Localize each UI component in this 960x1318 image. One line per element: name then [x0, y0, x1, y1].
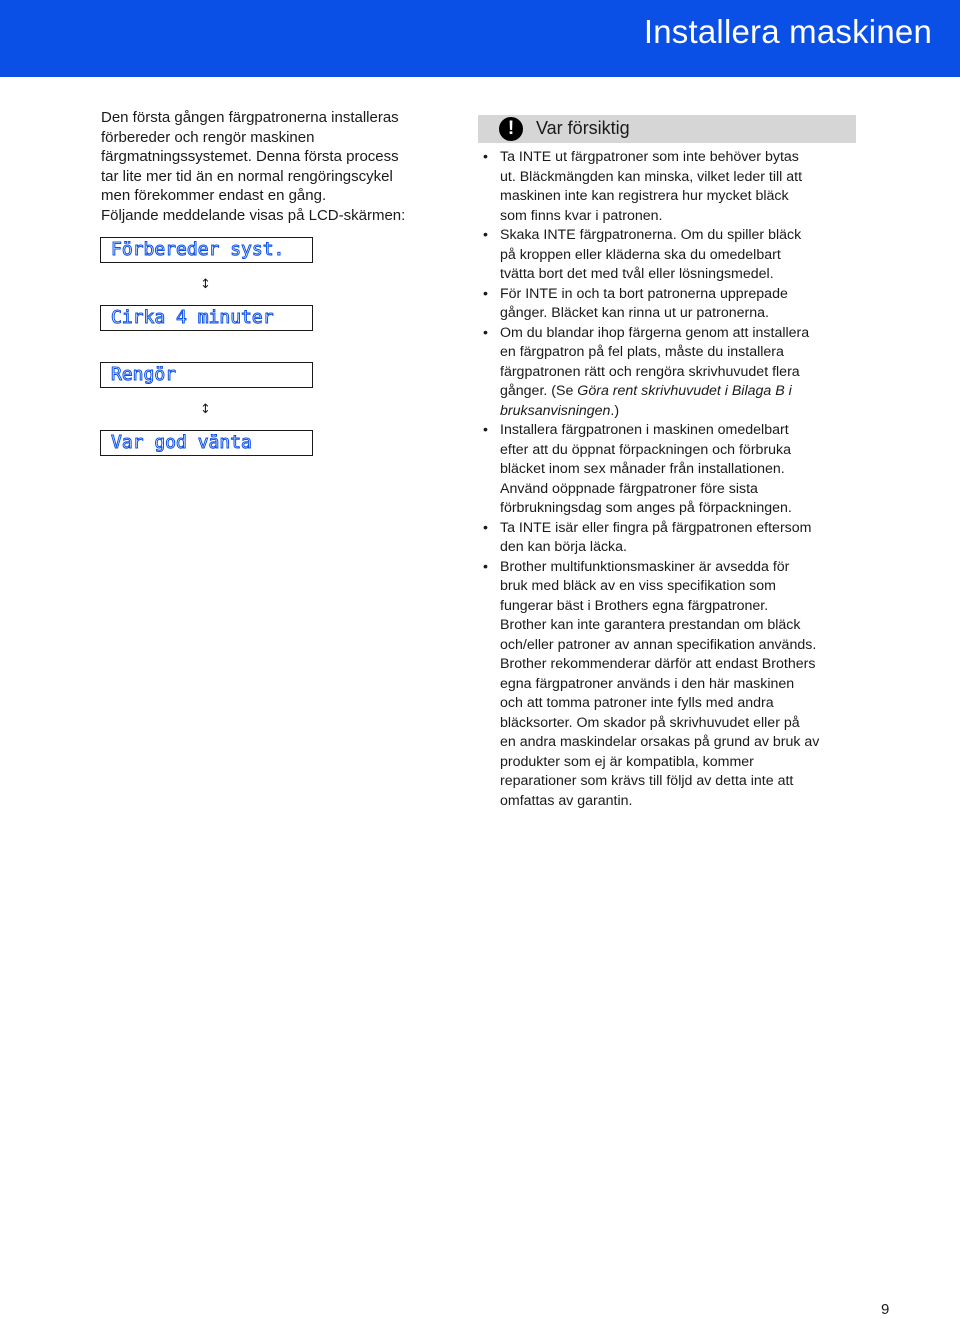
- caution-line: förbrukningsdag som anges på förpackningen.: [500, 500, 792, 516]
- caution-line: Skaka INTE färgpatronerna. Om du spiller bläck: [500, 227, 802, 243]
- caution-line: produkter som ej är kompatibla, kommer: [500, 753, 754, 770]
- caution-line: maskinen inte kan registrera hur mycket bläck: [500, 188, 789, 204]
- caution-item: [478, 148, 858, 226]
- manual-reference-title: Göra rent skrivhuvudet i Bilaga B i: [577, 383, 792, 399]
- caution-line: ut. Bläckmängden kan minska, vilket leder till att: [500, 168, 803, 185]
- caution-item: [478, 226, 858, 285]
- caution-item: [478, 519, 858, 558]
- exclamation-icon: !: [499, 117, 523, 141]
- caution-line: bruk med bläck av en viss specifikation som: [500, 578, 776, 594]
- caution-line: Använd oöppnade färgpatroner före sista: [500, 480, 758, 497]
- caution-item: [478, 285, 858, 324]
- caution-line: omfattas av garantin.: [500, 792, 633, 809]
- manual-reference-book: bruksanvisningen: [500, 402, 611, 419]
- lcd-message-cleaning: Rengör: [100, 362, 313, 388]
- intro-line: färgmatningssystemet. Denna första process: [101, 148, 399, 165]
- caution-line: Brother rekommenderar därför att endast Brothers: [500, 656, 816, 672]
- caution-line: Brother kan inte garantera prestandan om bläck: [500, 617, 801, 633]
- page-title: Installera maskinen: [643, 13, 932, 50]
- intro-line: Följande meddelande visas på LCD-skärmen:: [101, 206, 406, 224]
- caution-item: [478, 324, 858, 422]
- bullet-icon: •: [483, 519, 488, 536]
- caution-line: gånger. Bläcket kan rinna ut ur patronerna.: [500, 305, 769, 321]
- caution-line: och att tomma patroner inte fylls med andra: [500, 695, 774, 711]
- caution-list: [478, 148, 858, 811]
- caution-line: reparationer som krävs till följd av detta inte att: [500, 773, 794, 789]
- caution-line: Ta INTE ut färgpatroner som inte behöver bytas: [500, 149, 799, 165]
- manual-reference-suffix: .): [610, 402, 620, 419]
- intro-text: [101, 108, 431, 225]
- caution-line: bläcksorter. Om skador på skrivhuvudet eller på: [500, 714, 800, 731]
- caution-title: Var försiktig: [536, 118, 630, 138]
- lcd-message-please-wait: Var god vänta: [100, 430, 313, 456]
- bullet-icon: •: [483, 149, 488, 165]
- caution-line: en färgpatron på fel plats, måste du installera: [500, 344, 784, 360]
- bullet-icon: •: [483, 285, 488, 302]
- caution-line: efter att du öppnat förpackningen och förbruka: [500, 441, 792, 458]
- intro-line: tar lite mer tid än en normal rengöringscykel: [101, 167, 393, 185]
- caution-line: Brother multifunktionsmaskiner är avsedda för: [500, 558, 790, 575]
- caution-line: på kroppen eller kläderna ska du omedelbart: [500, 246, 781, 263]
- intro-line: förbereder och rengör maskinen: [101, 128, 315, 146]
- lcd-message-duration: Cirka 4 minuter: [100, 305, 313, 331]
- manual-reference-prefix: gånger. (Se: [500, 383, 578, 399]
- caution-line: [500, 382, 858, 402]
- intro-line: Den första gången färgpatronerna installeras: [101, 109, 399, 126]
- caution-line: egna färgpatroner används i den här maskinen: [500, 675, 795, 692]
- caution-line: fungerar bäst i Brothers egna färgpatroner.: [500, 597, 769, 614]
- caution-line: som finns kvar i patronen.: [500, 207, 663, 224]
- bullet-icon: •: [483, 422, 488, 438]
- up-down-arrow-icon: ↕: [200, 277, 211, 292]
- caution-line: Om du blandar ihop färgerna genom att installera: [500, 324, 810, 341]
- up-down-arrow-icon: ↕: [200, 402, 211, 417]
- caution-item: [478, 421, 858, 519]
- lcd-message-preparing: Förbereder syst.: [100, 237, 313, 263]
- caution-item: [478, 558, 858, 812]
- caution-header-bar: [478, 115, 856, 143]
- caution-line: För INTE in och ta bort patronerna upprepade: [500, 285, 788, 302]
- caution-line: och/eller patroner av annan specifikation används.: [500, 636, 817, 653]
- caution-line: Installera färgpatronen i maskinen omedelbart: [500, 422, 789, 438]
- intro-line: men förekommer endast en gång.: [101, 187, 327, 204]
- caution-line: Ta INTE isär eller fingra på färgpatronen eftersom: [500, 519, 812, 536]
- bullet-icon: •: [483, 227, 488, 243]
- caution-line: bläcket inom sex månader från installationen.: [500, 461, 785, 477]
- caution-line: färgpatronen rätt och rengöra skrivhuvudet flera: [500, 363, 800, 380]
- caution-line: tvätta bort det med tvål eller lösningsmedel.: [500, 266, 774, 282]
- page-number: 9: [881, 1301, 890, 1318]
- caution-line: en andra maskindelar orsakas på grund av bruk av: [500, 734, 820, 750]
- bullet-icon: •: [483, 324, 488, 341]
- caution-line: [500, 402, 858, 422]
- caution-line: den kan börja läcka.: [500, 539, 627, 555]
- bullet-icon: •: [483, 558, 488, 575]
